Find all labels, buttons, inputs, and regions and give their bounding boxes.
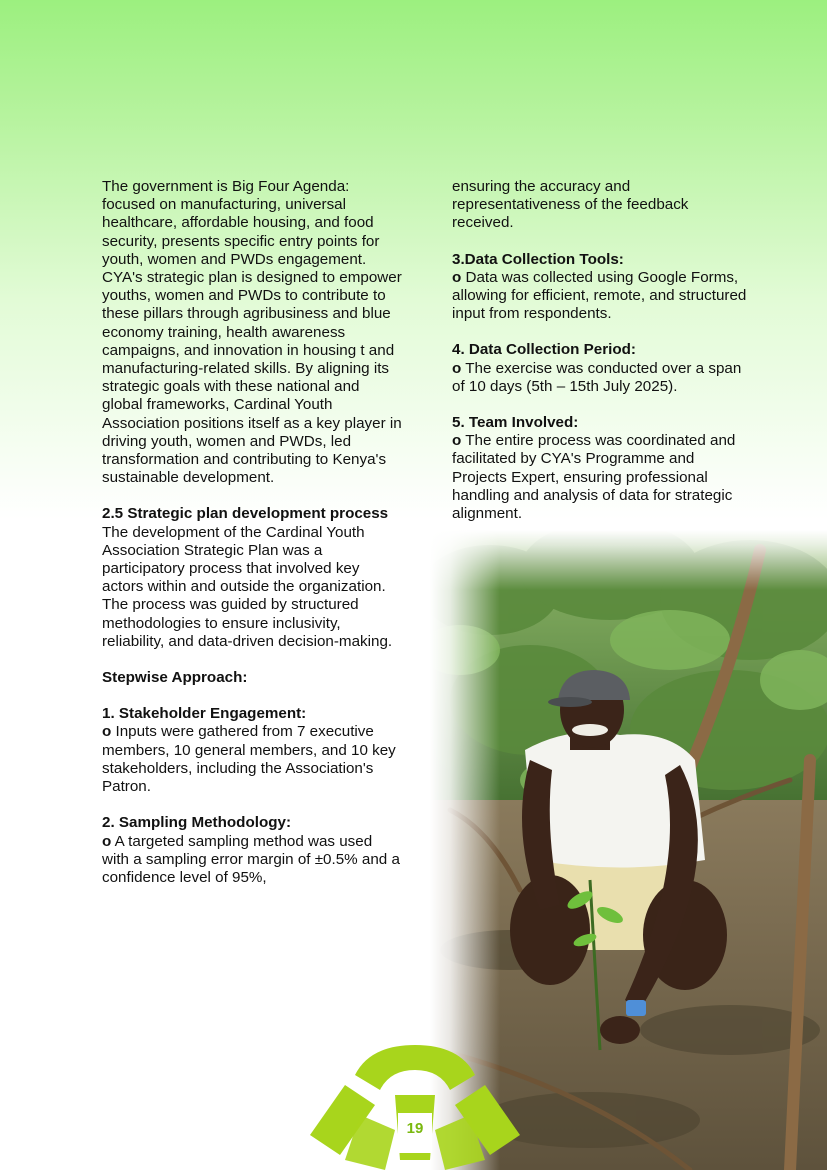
step4-item [452,360,752,396]
step3-item [452,269,752,324]
continuation-paragraph: ensuring the accuracy and representativeness of the feedback received. [452,178,689,232]
section-heading: 2.5 Strategic plan development process [102,505,389,523]
step5-text: The entire process was coordinated and facilitated by CYA's Programme and Projects Expert, ensuring professional handling and analysis of data for strategic alignment. [452,432,736,523]
page-number: 19 [406,1120,424,1137]
step4-text: The exercise was conducted over a span of 10 days (5th – 15th July 2025). [452,359,742,395]
approach-heading: Stepwise Approach: [102,669,248,687]
step1-item [102,723,402,796]
bullet-marker: o [102,723,112,741]
association-logo-emblem [300,1035,530,1170]
right-text-column [452,178,752,523]
step4-heading: 4. Data Collection Period: [452,341,636,359]
step3-heading: 3.Data Collection Tools: [452,250,624,268]
bullet-marker: o [102,832,112,850]
bullet-marker: o [452,268,462,286]
step1-heading: 1. Stakeholder Engagement: [102,705,307,723]
section-body: The development of the Cardinal Youth Association Strategic Plan was a participatory process that involved key actors within and outside the organization. The process was guided by structured methodologies to ensure inclusivity, reliability, and data-driven decision-making. [102,523,393,650]
step2-heading: 2. Sampling Methodology: [102,814,291,832]
bullet-marker: o [452,432,462,450]
step2-item [102,833,402,888]
bullet-marker: o [452,359,462,377]
step5-item [452,432,752,523]
step5-heading: 5. Team Involved: [452,414,579,432]
step3-text: Data was collected using Google Forms, allowing for efficient, remote, and structured input from respondents. [452,268,747,323]
intro-paragraph: The government is Big Four Agenda: focused on manufacturing, universal healthcare, affordable housing, and food security, presents specific entry points for youth, women and PWDs engagement. CYA's strategic plan is designed to empower youths, women and PWDs to contribute to these pillars through agribusiness and blue economy training, health awareness campaigns, and innovation in housing t and manufacturing-related skills. By aligning its strategic goals with these national and global frameworks, Cardinal Youth Association positions itself as a key player in driving youth, women and PWDs, led transformation and contributing to Kenya's sustainable development. [102,178,402,487]
step2-text: A targeted sampling method was used with a sampling error margin of ±0.5% and a confidence level of 95%, [102,832,400,886]
step1-text: Inputs were gathered from 7 executive members, 10 general members, and 10 key stakeholders, including the Association's Patron. [102,723,396,796]
left-text-column [102,178,402,887]
